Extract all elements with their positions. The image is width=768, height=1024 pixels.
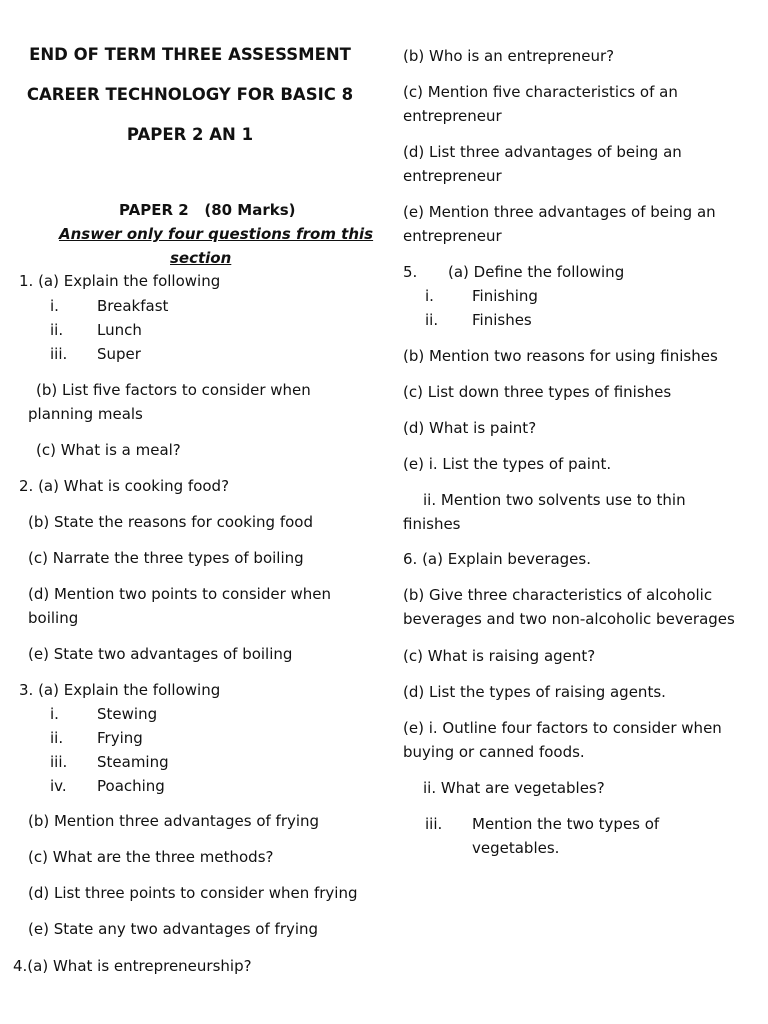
q4-d-line-2: entrepreneur: [403, 167, 502, 185]
q4-e-line-1: (e) Mention three advantages of being an: [403, 203, 716, 221]
q5-e-ii-line-2: finishes: [403, 515, 461, 533]
q1-item-num: iii.: [50, 345, 68, 363]
q5-d: (d) What is paint?: [403, 419, 537, 437]
instruction-line-1: Answer only four questions from this: [59, 225, 374, 243]
q3-item-text: Poaching: [97, 777, 165, 795]
q4-e-line-2: entrepreneur: [403, 227, 502, 245]
q3-item-num: iv.: [50, 777, 67, 795]
q5-item-num: ii.: [425, 311, 439, 329]
subject-title: CAREER TECHNOLOGY FOR BASIC 8: [26, 85, 354, 104]
q1-item-text: Breakfast: [97, 297, 169, 315]
q2-b: (b) State the reasons for cooking food: [28, 513, 313, 531]
q6-d: (d) List the types of raising agents.: [403, 683, 666, 701]
q5-item-num: i.: [425, 287, 434, 305]
q5-c: (c) List down three types of finishes: [403, 383, 672, 401]
q3-item-num: iii.: [50, 753, 68, 771]
paper-label: [119, 198, 296, 222]
q1-b-line-2: planning meals: [28, 405, 143, 423]
q3-e: (e) State any two advantages of frying: [28, 920, 319, 938]
q3-item-num: i.: [50, 705, 59, 723]
q2-a: 2. (a) What is cooking food?: [19, 477, 230, 495]
q5-item-text: Finishing: [472, 287, 538, 305]
q1-item-num: i.: [50, 297, 59, 315]
q3-c: (c) What are the three methods?: [28, 848, 274, 866]
q2-d-line-2: boiling: [28, 609, 79, 627]
q2-e: (e) State two advantages of boiling: [28, 645, 293, 663]
q6-e-ii: ii. What are vegetables?: [423, 779, 605, 797]
paper-marks: (80 Marks): [204, 201, 296, 219]
q1-b-line-1: (b) List five factors to consider when: [36, 381, 311, 399]
q5-e-ii-line-1: ii. Mention two solvents use to thin: [423, 491, 686, 509]
q3-b: (b) Mention three advantages of frying: [28, 812, 320, 830]
q3-a: 3. (a) Explain the following: [19, 681, 221, 699]
q5-item-text: Finishes: [472, 311, 532, 329]
page-title: END OF TERM THREE ASSESSMENT: [29, 45, 351, 64]
q5-b: (b) Mention two reasons for using finishes: [403, 347, 718, 365]
q1-item-num: ii.: [50, 321, 64, 339]
q6-e-iii-num: iii.: [425, 815, 443, 833]
q3-item-text: Steaming: [97, 753, 169, 771]
q6-b-line-1: (b) Give three characteristics of alcoholic: [403, 586, 713, 604]
q6-a: 6. (a) Explain beverages.: [403, 550, 591, 568]
q5-number: 5.: [403, 263, 418, 281]
q3-item-text: Frying: [97, 729, 143, 747]
q4-d-line-1: (d) List three advantages of being an: [403, 143, 682, 161]
q5-e-i: (e) i. List the types of paint.: [403, 455, 612, 473]
q4-c-line-1: (c) Mention five characteristics of an: [403, 83, 678, 101]
q6-c: (c) What is raising agent?: [403, 647, 596, 665]
q6-e-i-line-2: buying or canned foods.: [403, 743, 585, 761]
q3-d: (d) List three points to consider when frying: [28, 884, 358, 902]
q1-item-text: Lunch: [97, 321, 142, 339]
q3-item-num: ii.: [50, 729, 64, 747]
q4-a: 4.(a) What is entrepreneurship?: [13, 957, 252, 975]
paper-title: PAPER 2 AN 1: [126, 125, 254, 144]
q4-b: (b) Who is an entrepreneur?: [403, 47, 615, 65]
q1-item-text: Super: [97, 345, 141, 363]
q6-e-iii-line-1: Mention the two types of: [472, 815, 660, 833]
q1-c: (c) What is a meal?: [36, 441, 181, 459]
q2-d-line-1: (d) Mention two points to consider when: [28, 585, 332, 603]
q3-item-text: Stewing: [97, 705, 158, 723]
paper-number: PAPER 2: [119, 201, 189, 219]
q1-a: 1. (a) Explain the following: [19, 272, 221, 290]
q5-a: (a) Define the following: [448, 263, 625, 281]
q2-c: (c) Narrate the three types of boiling: [28, 549, 304, 567]
q6-e-iii-line-2: vegetables.: [472, 839, 560, 857]
instruction-line-2: section: [170, 249, 232, 267]
q6-b-line-2: beverages and two non-alcoholic beverages: [403, 610, 735, 628]
q6-e-i-line-1: (e) i. Outline four factors to consider when: [403, 719, 722, 737]
q4-c-line-2: entrepreneur: [403, 107, 502, 125]
